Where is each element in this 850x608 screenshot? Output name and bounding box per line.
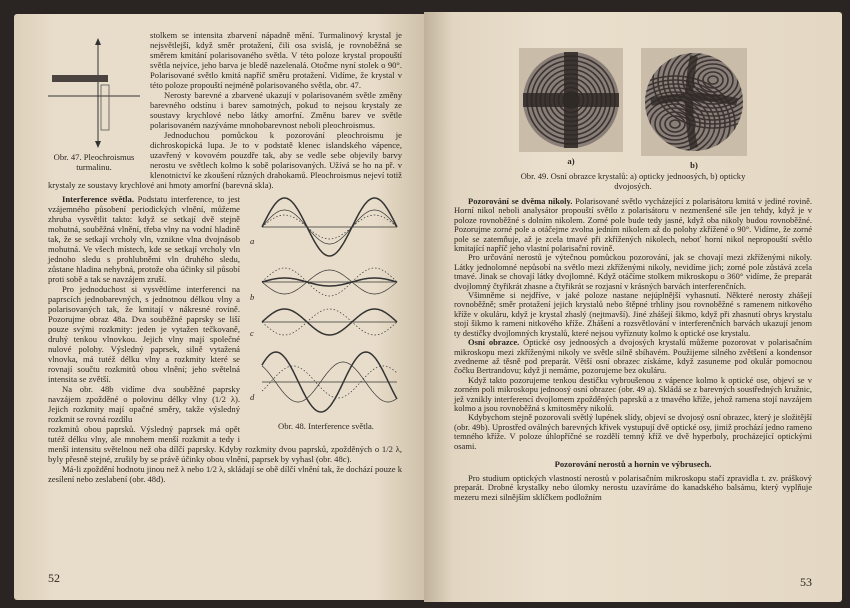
paragraph-text: Optické osy jednoosých a dvojosých krystalů můžeme pozorovat v polarisačním mikroskopu mezi zkříženými nikoly ve světle silně sbíhavém. Použijeme silného zvětšení a kondensor zvedneme až těsně pod preparát. Větší osní obrazec získáme, když zasuneme pod okulár pomocnou čočku Bertrandovu; když ji nemáme, pozorujeme bez okuláru. xyxy=(454,337,812,376)
paragraph: Kdybychom stejně pozorovali světlý lupének slídy, objeví se dvojosý osní obrazec, který je složitější (obr. 49b). Uprostřed oválných barevných křivek vystupují dvě optické osy, jimiž prochází jedno rameno temného kříže. V poloze úhlopříčné se rozdělí temný kříž ve dvě hyperboly, procházející optickými osami. xyxy=(454,412,812,451)
right-page xyxy=(424,12,842,602)
figure-49 xyxy=(454,48,812,170)
figure-47 xyxy=(48,38,140,172)
paragraph: Pro studium optických vlastností nerostů v polarisačním mikroskopu stačí zpravidla t. zv. práškový preparát. Drobné krystalky nebo úlomky nerostu uzavíráme do kanadského balsámu, který vyplňuje mezeru mezi silnějším sklíčkem podložním xyxy=(454,472,812,502)
paragraph: Všimněme si nejdříve, v jaké poloze nastane nejúplnější vyhasnutí. Některé nerosty zhášejí rovnoběžně; směr protažení jejich krystalů nebo štěpné trhliny jsou rovnoběžné s ramenem nitkového kříže v okuláru, když je krystal zhaslý (nejtmavší). Jiné zhášejí šikmo, když při zhasnutí obrys krystalu stojí šikmo k rameni nitkového kříže. Zhášení a rozsvětlování v interferenčních barvách ukazují jenom ty destičky dvojlomných krystalů, které nejsou vyříznuty kolmo k optické ose krystalu. xyxy=(454,290,812,338)
page-number: 52 xyxy=(48,571,60,585)
figure-49b-label: b) xyxy=(690,160,698,170)
figure-49b-biaxial-interference-figure xyxy=(641,48,747,156)
page-number: 53 xyxy=(800,575,812,589)
figure-48-interference-waves xyxy=(250,192,400,417)
paragraph: Pro jednoduchost si vysvětlíme interferenci na paprscích jednobarevných, s jednotnou délkou vlny a polarisovaných tak, že kmitají v nákresné rovině. Pozorujme obraz 48a. Dva souběžné paprsky se liší pouze svými rozkmity: jeden je vytažen tečkovaně, druhý tenkou vlnovkou. Jejich vlny mají společné nulové polohy. Výsledný paprsek, silně vytažená vlnovka, má tutéž délku vlny a rozkmity které se rovnají součtu rozkmitů obou vlnění; jeho světelná intensita se zvětší. xyxy=(48,284,240,384)
figure-47-caption: Obr. 47. Pleochroismus turmalinu. xyxy=(53,152,135,172)
section-heading: Pozorování nerostů a hornin ve výbrusech. xyxy=(554,458,712,469)
paragraph: Pro určování nerostů je výtečnou pomůckou pozorování, jak se chovají mezi zkříženými nikoly. Látky jednolomné nepůsobí na světlo mezi zkříženými nikoly, nevidíme jich; zorné pole zůstává zcela tmavé. Jinak se chovají látky dvojlomné. Když otáčíme stolkem mikroskopu o 360° vidíme, že preparát dvojlomný čtyřikrát zhasne a čtyřikrát se rozjasní v krásných barvách interferenčních. xyxy=(454,252,812,291)
paragraph: Má-li zpoždění hodnotu jinou než λ nebo 1/2 λ, skládají se obě dílčí vlnění tak, že dochází pouze k zesílení nebo zeslabení (obr. 48d). xyxy=(48,464,402,484)
paragraph: Když takto pozorujeme tenkou destičku vybroušenou z vápence kolmo k optické ose, objeví se v zorném poli mikroskopu jednoosý osní obrazec (obr. 49 a). Skládá se z barevných soustředných kružnic, jež vznikly interferencí dvojlomem zpožděných paprsků a z tmavého kříže, jehož ramena stojí navzájem kolmo a jsou rovnoběžná s kmitosměry nikolů. xyxy=(454,374,812,413)
paragraph-text: Podstatu interference, to jest vzájemného působení periodických vlnění, můžeme zhruba vysvětlit takto: když se setkají dvě stejně mohutná, souběžná vlnění, třeba vlny na vodní hladině tak, že se setkají vrcholy vln, vznikne vlna dvojnásob mohutná. Ve všech místech, kde se setkají vrcholy vln jednoho sledu s prohlubněmi vln druhého sledu, zůstane hladina nehybná, protože oba účinky sil působí proti sobě a tak se navzájem zruší. xyxy=(48,194,240,284)
paragraph-text: Polarisované světlo vycházející z polarisátoru kmitá v jediné rovině. Horní nikol neboli analysátor propouští světlo z polarisátoru v nezmenšené síle jen tehdy, když je v poloze rovnoběžné s dolním nikolem. Zorné pole bude tedy jasné, když oba nikoly budou rovnoběžné. Pozorujme zorné pole a otáčejme zvolna jedním nikolem až do polohy zkřížené o 90°. Vidíme, že zorné pole se zatemňuje, až je zcela tmavé při zkřížených nikolech, neboť horní nikol nepropouští světlo kmitající napříč jeho vlastní polarisační rovině. xyxy=(454,196,812,254)
left-page xyxy=(14,14,424,600)
figure-49-caption: Obr. 49. Osní obrazce krystalů: a) opticky jednoosých, b) opticky dvojosých. xyxy=(520,171,746,191)
figure-47-pleochroism-diagram xyxy=(48,38,140,148)
run-in-heading: Interference světla. xyxy=(62,194,134,204)
wave-label-c: c xyxy=(250,328,254,338)
figure-48-caption: Obr. 48. Interference světla. xyxy=(278,421,374,431)
wave-label-a: a xyxy=(250,236,255,246)
left-body-text xyxy=(48,30,402,484)
run-in-heading: Pozorování se dvěma nikoly. xyxy=(468,196,573,206)
figure-49a-uniaxial-interference-figure xyxy=(519,48,623,152)
run-in-heading: Osní obrazce. xyxy=(468,337,520,348)
paragraph: rozkmitů obou paprsků. Výsledný paprsek má opět tutéž délku vlny, ale mnohem menší rozkmit a tedy i menší intensitu světelnou než oba dílčí paprsky. Kdyby rozkmity dvou paprsků, zpožděných o 1/2 λ, byly přesně stejné, zrušily by se právě účinky obou vlnění, paprsek by vyhasl (obr. 48c). xyxy=(48,424,402,464)
figure-49a-label: a) xyxy=(567,156,575,166)
figure-48 xyxy=(250,192,402,431)
paragraph: Na obr. 48b vidíme dva souběžné paprsky navzájem zpožděné o polovinu délky vlny (1/2 λ). Jejich rozkmity mají opačné směry, takže výsledný rozkmit se rovná rozdílu xyxy=(48,384,240,424)
right-body-text xyxy=(454,197,812,451)
paragraph: stolkem se intensita zbarvení nápadně mění. Turmalinový krystal je nejsvětlejší, když směr protažení, čili osa svislá, je rovnoběžná se směrem kmitání polarisovaného světla. V této poloze krystal propouští světla nejvíce, jeho barva je bledě nazelenalá. Otočme nyní stolek o 90°. Polarisované světlo kmitá napříč směru protažení. Vidíme, že krystal v této poloze propouští nejméně polarisovaného světla, obr. 47. xyxy=(150,30,402,90)
wave-label-d: d xyxy=(250,392,255,402)
wave-label-b: b xyxy=(250,292,255,302)
paragraph: Nerosty barevné a zbarvené ukazují v polarisovaném světle změny barevného odstínu i barev samotných, pokud to nejsou krystaly ze soustavy krychlové nebo látky amorfní. Změnu barev ve světle polarisovaném nazýváme mnohobarevnost neboli pleochroismus. xyxy=(150,90,402,130)
paragraph: Jednoduchou pomůckou k pozorování pleochroismu je dichroskopická lupa. Je to v podstatě klenec islandského vápence, uzavřený v kovovém pouzdře tak, aby se vedle sebe objevily barvy nerostu ve světlech kolmo k sobě polarisovaných. Užívá se ho na př. v klenotnictví ke zkoušení různých drahokamů. Pleochroismus nejeví totiž krystaly ze soustavy krychlové ani hmoty amorfní (barevná skla). xyxy=(48,130,402,190)
